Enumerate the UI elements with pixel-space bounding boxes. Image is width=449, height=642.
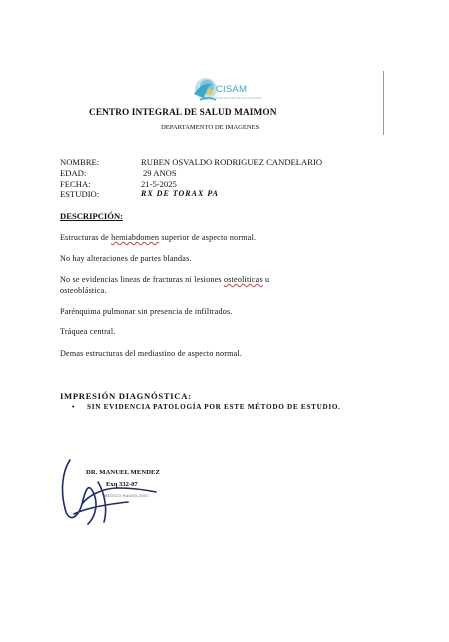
study-type-value: RX DE TORAX PA bbox=[141, 189, 219, 198]
study-date-value: 21-5-2025 bbox=[141, 179, 177, 189]
patient-age-label: EDAD: bbox=[60, 168, 87, 178]
text-run: No se evidencias lineas de fracturas ni lesiones bbox=[60, 275, 224, 284]
text-run: Estructuras de bbox=[60, 233, 112, 242]
description-paragraph-6: Demas estructuras del mediastino de aspecto normal. bbox=[60, 349, 243, 358]
header-divider bbox=[383, 71, 384, 135]
department-title: DEPARTAMENTO DE IMAGENES bbox=[161, 124, 260, 131]
patient-age-value: 29 ANOS bbox=[143, 168, 177, 178]
organization-title: CENTRO INTEGRAL DE SALUD MAIMON bbox=[89, 108, 277, 118]
study-type-label: ESTUDIO: bbox=[60, 189, 100, 199]
bullet: • bbox=[72, 403, 76, 411]
description-paragraph-2: No hay alteraciones de partes blandas. bbox=[60, 254, 192, 263]
description-paragraph-5: Tráquea central. bbox=[60, 327, 116, 336]
description-title: DESCRIPCIÓN: bbox=[60, 211, 124, 221]
study-date-label: FECHA: bbox=[60, 179, 91, 189]
description-paragraph-3 bbox=[60, 274, 269, 285]
impression-text: SIN EVIDENCIA PATOLOGÍA POR ESTE MÉTODO DE ESTUDIO. bbox=[87, 403, 341, 411]
spellcheck-word: osteoliticas bbox=[223, 275, 263, 284]
description-paragraph-4: Parénquima pulmonar sin presencia de infiltrados. bbox=[60, 307, 233, 316]
impression-title: IMPRESIÓN DIAGNÓSTICA: bbox=[60, 391, 192, 401]
description-paragraph-3-line-2: osteoblástica. bbox=[60, 286, 107, 295]
signature-role: MEDICO RADIOLOGO bbox=[104, 493, 149, 498]
logo-wordmark: CISAM bbox=[216, 84, 248, 95]
logo-subtext: CENTRO INTEGRAL DE SALUD MAIMON bbox=[213, 97, 263, 100]
text-run: superior de aspecto normal. bbox=[159, 233, 257, 242]
description-paragraph-1 bbox=[60, 232, 256, 243]
text-run: u bbox=[262, 275, 270, 284]
spellcheck-word: hemiabdomen bbox=[111, 233, 160, 242]
signature-exequatur: Exq 332-07 bbox=[106, 481, 138, 488]
signature-name: DR. MANUEL MENDEZ bbox=[86, 469, 161, 476]
handwritten-signature-icon bbox=[58, 452, 173, 532]
patient-name-label: NOMBRE: bbox=[60, 157, 100, 167]
patient-name-value: RUBEN OSVALDO RODRIGUEZ CANDELARIO bbox=[141, 157, 323, 167]
